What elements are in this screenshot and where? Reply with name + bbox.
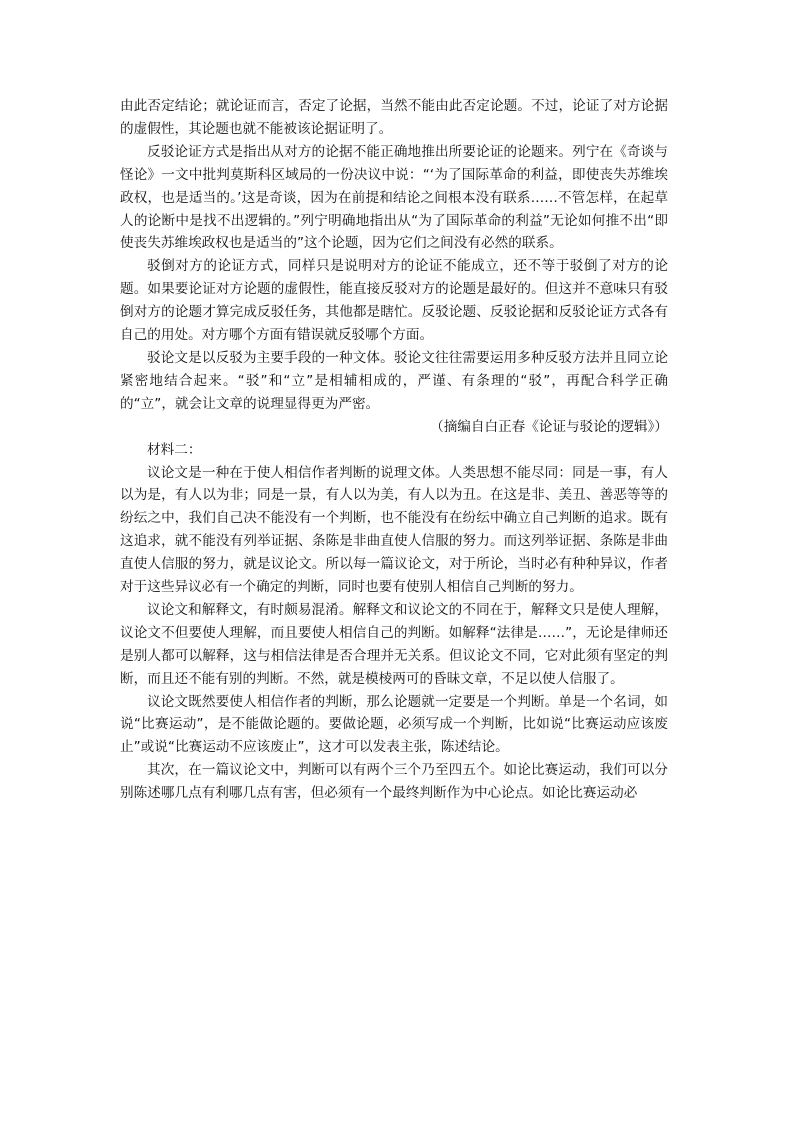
paragraph-argumentative-essay-definition: 议论文是一种在于使人相信作者判断的说理文体。人类思想不能尽同：同是一事，有人以为是，有人以为非；同是一景，有人以为美，有人以为丑。在这是非、美丑、善恶等等的纷纭之中，我们自己决不能没有一个判断，也不能没有在纷纭中确立自己判断的追求。既有这追求，就不能没有列举证据、条陈是非曲直使人信服的努力。而这列举证据、条陈是非曲直使人信服的努力，就是议论文。所以每一篇议论文，对于所论，当时必有种种异议，作者对于这些异议必有一个确定的判断，同时也要有使别人相信自己判断的努力。 (120, 464, 668, 596)
paragraph-refutation-essay: 驳论文是以反驳为主要手段的一种文体。驳论文往往需要运用多种反驳方法并且同立论紧密地结合起来。“驳”和“立”是相辅相成的，严谨、有条理的“驳”，再配合科学正确的“立”，就会让文章的说理显得更为严密。 (120, 349, 668, 412)
paragraph-refute-argument-limits: 驳倒对方的论证方式，同样只是说明对方的论证不能成立，还不等于驳倒了对方的论题。如果要论证对方论题的虚假性，能直接反驳对方的论题是最好的。但这并不意味只有驳倒对方的论题才算完成反驳任务，其他都是瞎忙。反驳论题、反驳论据和反驳论证方式各有自己的用处。对方哪个方面有错误就反驳哪个方面。 (120, 258, 668, 344)
paragraph-refute-argument-method: 反驳论证方式是指出从对方的论据不能正确地推出所要论证的论题来。列宁在《奇谈与怪论》一文中批判莫斯科区域局的一份决议中说：“‘为了国际革命的利益，即使丧失苏维埃政权，也是适当的。’这是奇谈，因为在前提和结论之间根本没有联系……不管怎样，在起草人的论断中是找不出逻辑的。”列宁明确地指出从“为了国际革命的利益”无论如何推不出“即使丧失苏维埃政权也是适当的”这个论题，因为它们之间没有必然的联系。 (120, 143, 668, 252)
paragraph-multiple-judgments: 其次，在一篇议论文中，判断可以有两个三个乃至四五个。如论比赛运动，我们可以分别陈述哪几点有利哪几点有害，但必须有一个最终判断作为中心论点。如论比赛运动必 (120, 762, 668, 802)
material-two-label: 材料二： (147, 441, 202, 458)
source-citation: （摘编自白正春《论证与驳论的逻辑》） (430, 418, 668, 435)
paragraph-continuation: 由此否定结论；就论证而言，否定了论据，当然不能由此否定论题。不过，论证了对方论据的虚假性，其论题也就不能被该论据证明了。 (120, 98, 668, 137)
paragraph-essay-vs-explanation: 议论文和解释文，有时颇易混淆。解释文和议论文的不同在于，解释文只是使人理解，议论文不但要使人理解，而且要使人相信自己的判断。如解释“法律是……”，无论是律师还是别人都可以解释，这与相信法律是否合理并无关系。但议论文不同，它对此须有坚定的判断，而且还不能有别的判断。不然，就是模棱两可的昏昧文章，不足以使人信服了。 (120, 601, 668, 687)
paragraph-thesis-must-be-judgment: 议论文既然要使人相信作者的判断，那么论题就一定要是一个判断。单是一个名词，如说“比赛运动”，是不能做论题的。要做论题，必须写成一个判断，比如说“比赛运动应该废止”或说“比赛运动不应该废止”，这才可以发表主张，陈述结论。 (120, 693, 668, 756)
document-body (120, 95, 668, 805)
